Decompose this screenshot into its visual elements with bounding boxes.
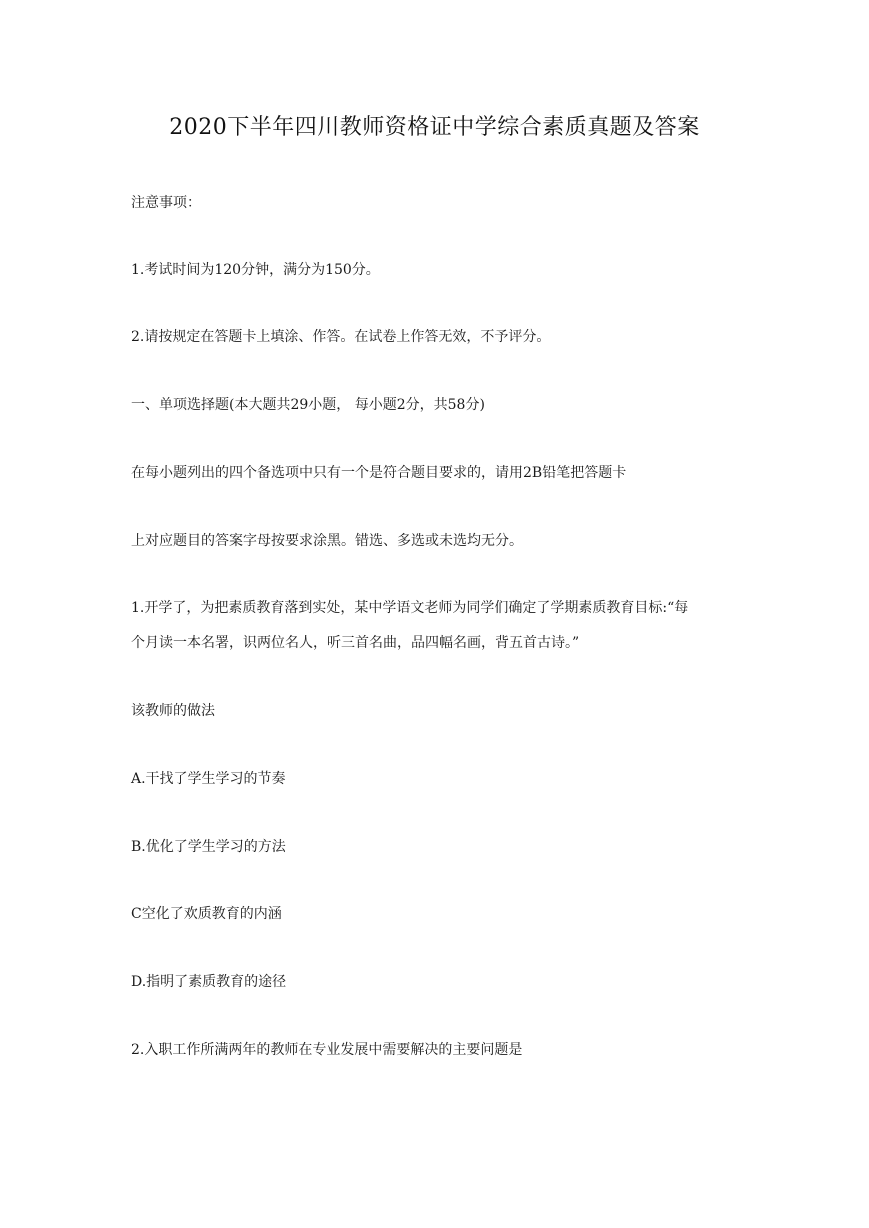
notice-item-1: 1.考试时间为120分钟，满分为150分。 xyxy=(131,262,380,278)
instructions-line-2: 上对应题目的答案字母按要求涂黑。错选、多选或未选均无分。 xyxy=(131,533,523,549)
question-1-stem-line-1: 1.开学了，为把素质教育落到实处，某中学语文老师为同学们确定了学期素质教育目标:“每 xyxy=(131,600,689,616)
notice-heading: 注意事项： xyxy=(131,195,201,211)
question-1-option-d: D.指明了素质教育的途径 xyxy=(131,974,287,990)
question-1-option-c: C空化了欢质教育的内涵 xyxy=(131,906,282,922)
question-1-stem-line-2: 个月读一本名署，识两位名人，听三首名曲，品四幅名画，背五首古诗。” xyxy=(131,635,580,651)
document-title: 2020下半年四川教师资格证中学综合素质真题及答案 xyxy=(169,115,700,140)
question-1-option-b: B.优化了学生学习的方法 xyxy=(131,839,286,855)
notice-item-2: 2.请按规定在答题卡上填涂、作答。在试卷上作答无效，不予评分。 xyxy=(131,329,551,345)
question-1-option-a: A.干找了学生学习的节奏 xyxy=(131,771,286,787)
instructions-line-1: 在每小题列出的四个备选项中只有一个是符合题目要求的，请用2B铅笔把答题卡 xyxy=(131,465,627,481)
section-heading: 一、单项选择题(本大题共29小题， 每小题2分，共58分) xyxy=(131,397,485,413)
question-1-prompt: 该教师的做法 xyxy=(131,703,215,719)
question-2-stem: 2.入职工作所满两年的教师在专业发展中需要解决的主要问题是 xyxy=(131,1042,523,1058)
